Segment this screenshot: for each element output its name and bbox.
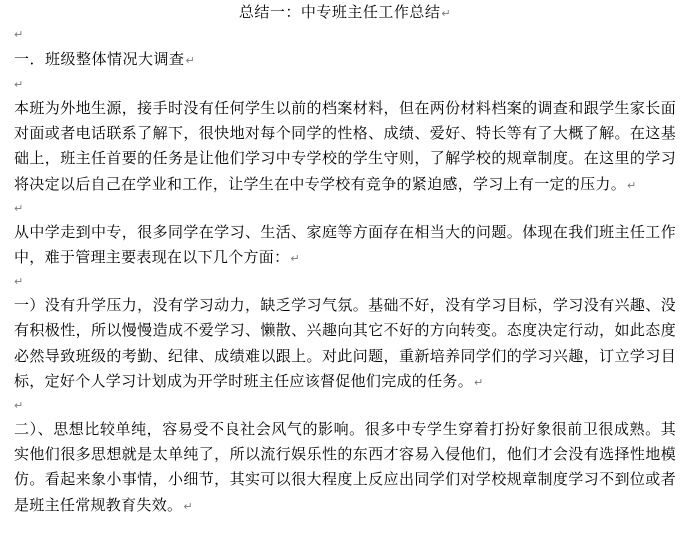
paragraph-mark-icon: ↵: [441, 7, 452, 20]
paragraph-mark-icon: ↵: [14, 201, 24, 215]
body-paragraph: 从中学走到中专，很多同学在学习、生活、家庭等方面存在相当大的问题。体现在我们班主任工作中，难于管理主要表现在以下几个方面：↵: [14, 222, 676, 267]
document-title: 总结一：中专班主任工作总结↵: [238, 3, 452, 21]
paragraph-mark-icon: ↵: [14, 28, 24, 41]
empty-paragraph: [14, 74, 676, 96]
paragraph-mark-icon: ↵: [627, 178, 637, 192]
paragraph-mark-icon: ↵: [14, 399, 24, 413]
paragraph-mark-icon: ↵: [474, 375, 484, 389]
paragraph-mark-icon: ↵: [14, 275, 24, 289]
body-paragraph: 一）没有升学压力，没有学习动力，缺乏学习气氛。基础不好，没有学习目标，学习没有兴趣、没有积极性，所以慢慢造成不爱学习、懒散、兴趣向其它不好的方向转变。态度决定行动，如此态度必然导致班级的考勤、纪律、成绩难以跟上。对此问题，重新培养同学们的学习兴趣，订立学习目标，定好个人学习计划成为开学时班主任应该督促他们完成的任务。↵: [14, 296, 676, 390]
paragraph-mark-icon: ↵: [183, 499, 193, 513]
empty-paragraph: [14, 198, 676, 220]
body-paragraph: 二）、思想比较单纯，容易受不良社会风气的影响。很多中专学生穿着打扮好象很前卫很成熟。其实他们很多思想就是太单纯了，所以流行娱乐性的东西才容易入侵他们，他们才会没有选择性地模仿。看起来象小事情，小细节，其实可以很大程度上反应出同学们对学校规章制度学习不到位或者是班主任常规教育失效。↵: [14, 420, 676, 514]
paragraph-mark-icon: ↵: [14, 78, 24, 91]
paragraph-mark-icon: ↵: [290, 252, 300, 266]
empty-paragraph: [14, 271, 676, 293]
section-heading: 一．班级整体情况大调查↵: [14, 50, 196, 68]
empty-paragraph: [14, 24, 676, 46]
empty-paragraph: [14, 395, 676, 417]
paragraph-mark-icon: ↵: [185, 54, 196, 67]
body-paragraph: 本班为外地生源，接手时没有任何学生以前的档案材料，但在两份材料档案的调查和跟学生家长面对面或者电话联系了解下，很快地对每个同学的性格、成绩、爱好、特长等有了大概了解。在这基础上，班主任首要的任务是让他们学习中专学校的学生守则，了解学校的规章制度。在这里的学习将决定以后自己在学业和工作，让学生在中专学校有竞争的紧迫感，学习上有一定的压力。↵: [14, 99, 676, 193]
